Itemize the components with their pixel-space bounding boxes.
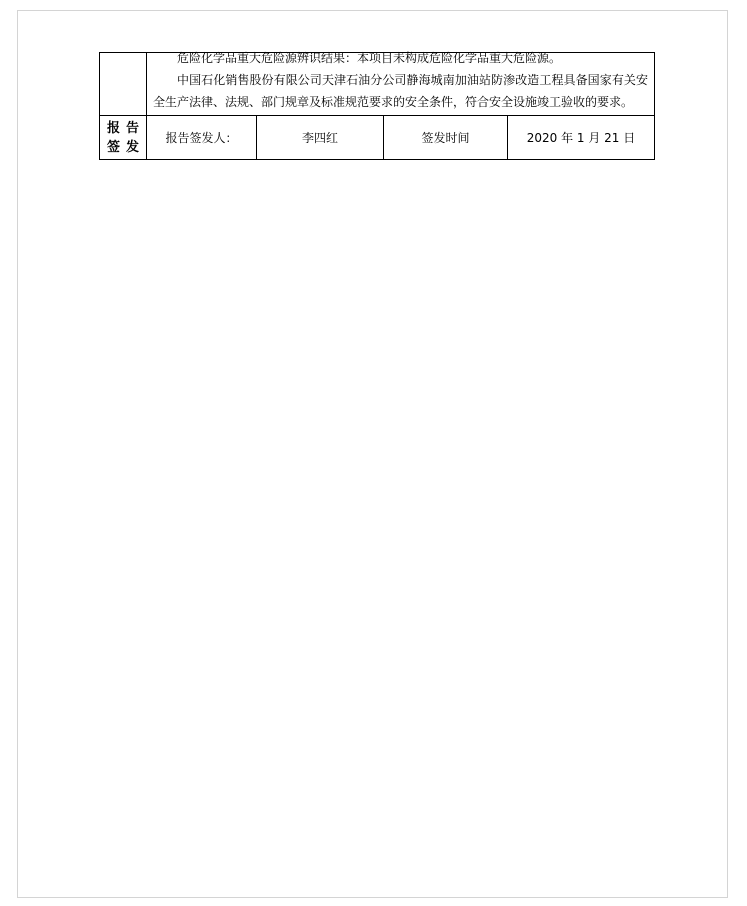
conclusion-text-cell [147, 53, 655, 116]
hazard-identification-paragraph: 危险化学品重大危险源辨识结果：本项目未构成危险化学品重大危险源。 [177, 51, 562, 65]
signer-label: 报告签发人： [147, 116, 257, 160]
signature-row [100, 116, 655, 160]
report-issue-label [100, 116, 147, 160]
document-page [17, 10, 728, 898]
signer-name: 李四红 [257, 116, 384, 160]
conclusion-row [100, 53, 655, 116]
report-issue-label-line2: 签发 [106, 139, 145, 155]
issue-date-value: 2020 年 1 月 21 日 [508, 116, 655, 160]
conclusion-label-cell [100, 53, 147, 116]
report-table [99, 52, 655, 160]
acceptance-conclusion-paragraph: 中国石化销售股份有限公司天津石油分公司静海城南加油站防渗改造工程具备国家有关安全生产法律、法规、部门规章及标准规范要求的安全条件，符合安全设施竣工验收的要求。 [153, 73, 649, 109]
report-issue-label-line1: 报告 [106, 120, 145, 136]
issue-date-label: 签发时间 [384, 116, 508, 160]
